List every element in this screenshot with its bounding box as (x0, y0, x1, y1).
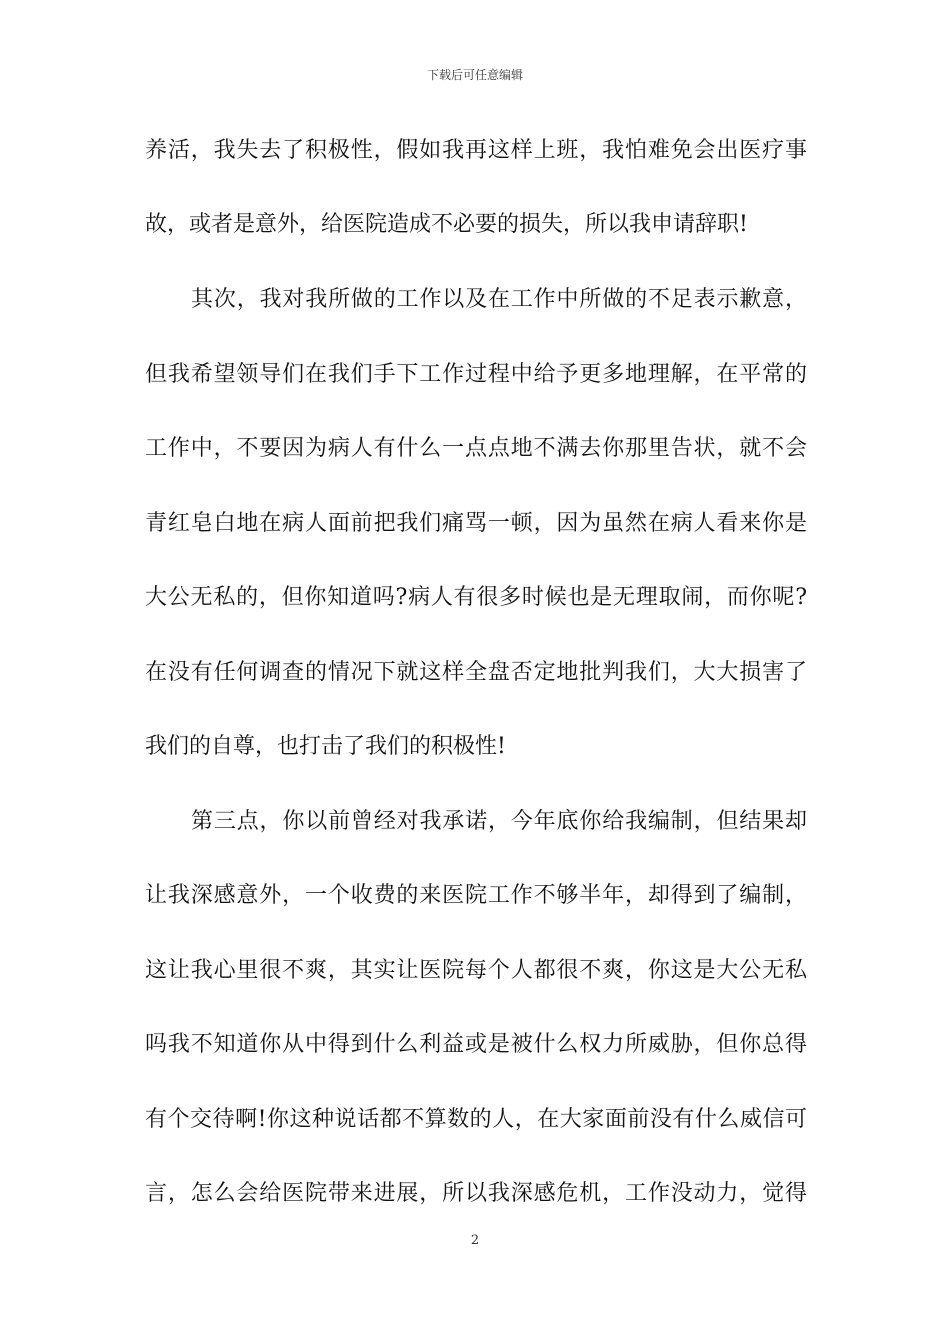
body-line: 青红皂白地在病人面前把我们痛骂一顿，因为虽然在病人看来你是 (145, 511, 807, 536)
body-line: 有个交待啊!你这种说话都不算数的人，在大家面前没有什么威信可 (145, 1107, 807, 1132)
body-line: 工作中，不要因为病人有什么一点点地不满去你那里告状，就不会 (145, 436, 807, 461)
body-line: 这让我心里很不爽，其实让医院每个人都很不爽，你这是大公无私 (145, 958, 807, 983)
body-line: 第三点，你以前曾经对我承诺，今年底你给我编制，但结果却 (191, 809, 807, 834)
body-line: 让我深感意外，一个收费的来医院工作不够半年，却得到了编制， (145, 883, 807, 908)
body-line: 我们的自尊，也打击了我们的积极性! (145, 734, 506, 759)
body-line: 其次，我对我所做的工作以及在工作中所做的不足表示歉意， (191, 287, 807, 312)
body-line: 言，怎么会给医院带来进展，所以我深感危机，工作没动力，觉得 (145, 1181, 807, 1206)
page-header: 下载后可任意编辑 (426, 68, 523, 82)
body-line: 大公无私的，但你知道吗?病人有很多时候也是无理取闹，而你呢? (145, 585, 807, 610)
body-line: 吗我不知道你从中得到什么利益或是被什么权力所威胁，但你总得 (145, 1032, 807, 1057)
body-line: 但我希望领导们在我们手下工作过程中给予更多地理解，在平常的 (145, 362, 807, 387)
body-line: 养活，我失去了积极性，假如我再这样上班，我怕难免会出医疗事 (145, 138, 807, 163)
body-line: 在没有任何调查的情况下就这样全盘否定地批判我们，大大损害了 (145, 660, 807, 685)
page-number: 2 (470, 1233, 480, 1248)
body-line: 故，或者是意外，给医院造成不必要的损失，所以我申请辞职! (145, 212, 748, 237)
